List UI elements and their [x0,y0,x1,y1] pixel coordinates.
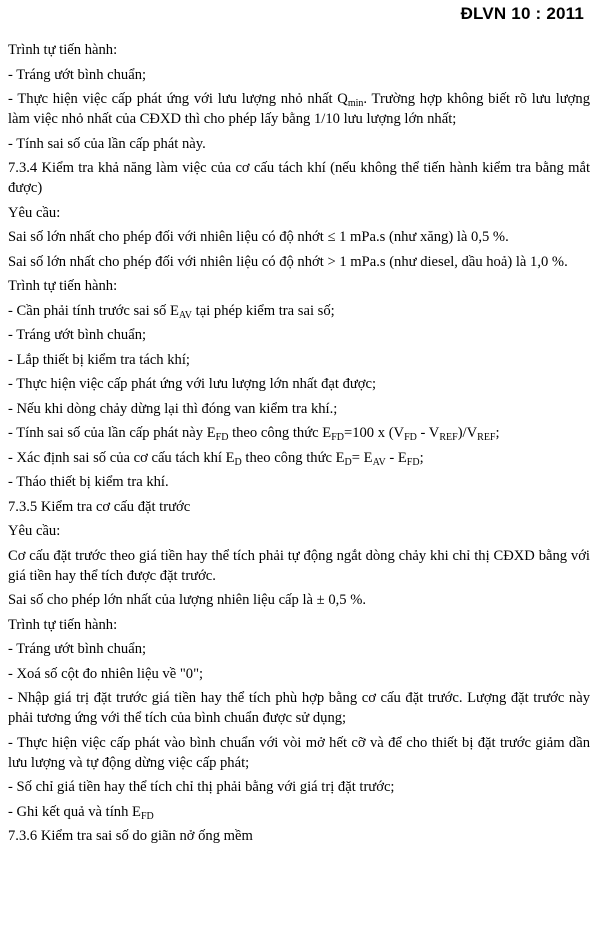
list-item: - Thực hiện việc cấp phát ứng với lưu lượng lớn nhất đạt được; [8,376,377,392]
procedure-heading: Trình tự tiến hành: [8,278,118,294]
list-item: - Tính sai số của lần cấp phát này $E_{FD}$ theo công thức $E_{FD}=100$ x $(V_{FD} - V_{REF})/V_{REF}$; [8,425,500,443]
list-item: - Nhập giá trị đặt trước giá tiền hay thể tích phù hợp bằng cơ cấu đặt trước. Lượng đặt trước này phải tương ứng với thể tích của bình chuẩn được sử dụng; [8,690,590,726]
section-heading: 7.3.6 Kiểm tra sai số do giãn nở ống mềm [8,828,253,844]
list-item: - Thực hiện việc cấp phát vào bình chuẩn với vòi mở hết cỡ và để cho thiết bị đặt trước giảm dần lưu lượng và tự động dừng việc cấp phát; [8,734,590,771]
requirement-heading: Yêu cầu: [8,523,61,539]
list-item: - Cần phải tính trước sai số $E_{AV}$ tại phép kiểm tra sai số; [8,302,335,321]
paragraph: Cơ cấu đặt trước theo giá tiền hay thể tích phải tự động ngắt dòng chảy khi chỉ thị CĐXD bằng với giá tiền hay thể tích được đặt trước. [8,547,590,584]
procedure-heading: Trình tự tiến hành: [8,616,118,633]
paragraph: Sai số lớn nhất cho phép đối với nhiên liệu có độ nhớt ≤ 1 mPa.s (như xăng) là 0,5 %. [8,229,509,245]
requirement-heading: Yêu cầu: [8,204,61,221]
list-item: - Số chỉ giá tiền hay thể tích chỉ thị phải bằng với giá trị đặt trước; [8,779,395,795]
document-code-header: ĐLVN 10 : 2011 [460,4,584,23]
section-heading: 7.3.4 Kiểm tra khả năng làm việc của cơ cấu tách khí (nếu không thể tiến hành kiểm tra bằng mắt được) [8,160,590,196]
list-item: - Xác định sai số của cơ cấu tách khí $E_D$ theo công thức $E_D= E_{AV} - E_{FD}$; [8,449,424,468]
paragraph: Sai số lớn nhất cho phép đối với nhiên liệu có độ nhớt > 1 mPa.s (như diesel, dầu hoả) là 1,0 %. [8,253,568,270]
list-item: - Nếu khi dòng chảy dừng lại thì đóng van kiểm tra khí.; [8,400,338,417]
list-item: - Tráng ướt bình chuẩn; [8,641,147,657]
list-item: - Tháo thiết bị kiểm tra khí. [8,474,169,490]
list-item: - Tráng ướt bình chuẩn; [8,66,147,83]
paragraph: Sai số cho phép lớn nhất của lượng nhiên liệu cấp là ± 0,5 %. [8,592,367,608]
list-item: - Tính sai số của lần cấp phát này. [8,135,206,152]
procedure-heading: Trình tự tiến hành: [8,42,118,58]
document-body [8,40,590,851]
section-heading: 7.3.5 Kiểm tra cơ cấu đặt trước [8,498,191,515]
list-item: - Tráng ướt bình chuẩn; [8,327,147,343]
list-item: - Ghi kết quả và tính $E_{FD}$ [8,803,154,822]
list-item: - Thực hiện việc cấp phát ứng với lưu lượng nhỏ nhất $Q_{min}$. Trường hợp không biết rõ lưu lượng làm việc nhỏ nhất của CĐXD thì cho phép lấy bằng 1/10 lưu lượng lớn nhất; [8,91,590,127]
list-item: - Lắp thiết bị kiểm tra tách khí; [8,351,190,368]
list-item: - Xoá số cột đo nhiên liệu về "0"; [8,665,204,682]
